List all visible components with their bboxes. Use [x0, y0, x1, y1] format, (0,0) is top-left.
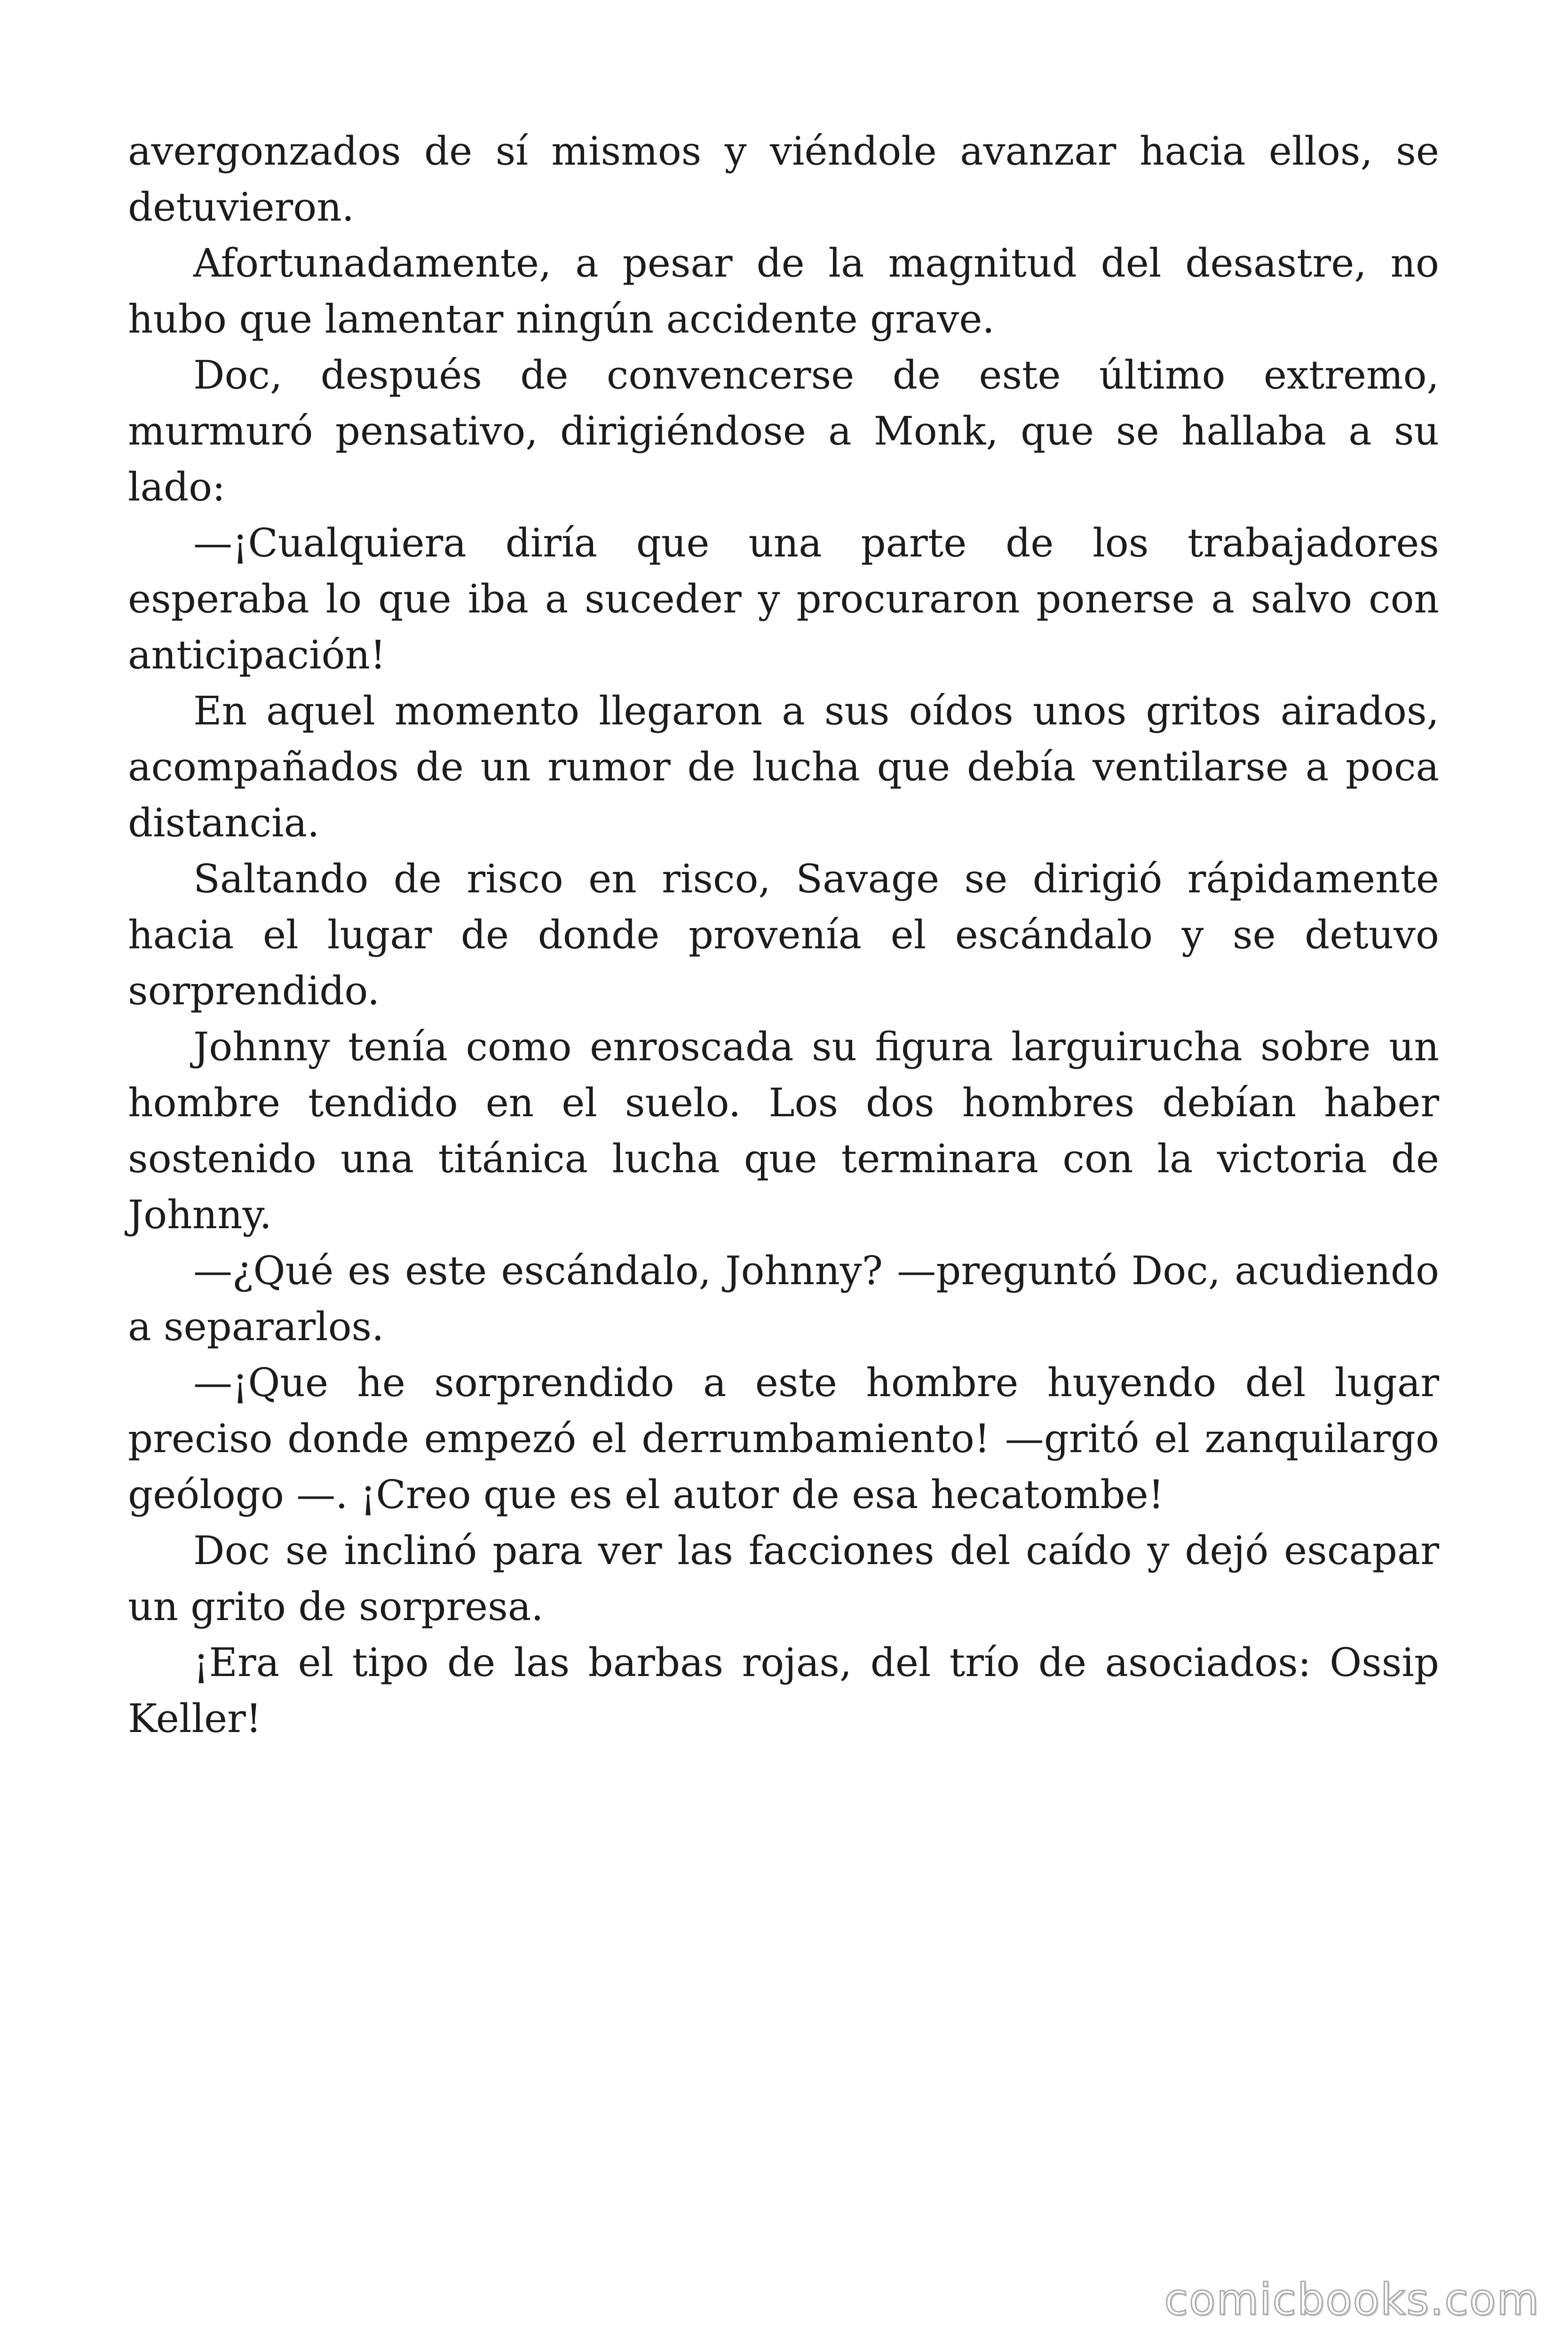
- paragraph: —¿Qué es este escándalo, Johnny? —preguntó Doc, acudiendo a separarlos.: [128, 1248, 1439, 1350]
- paragraph: Afortunadamente, a pesar de la magnitud del desastre, no hubo que lamentar ningún accidente grave.: [128, 240, 1439, 342]
- paragraph: —¡Cualquiera diría que una parte de los trabajadores esperaba lo que iba a suceder y procuraron ponerse a salvo con anticipación!: [128, 520, 1439, 678]
- watermark-text: comicbooks.com: [1164, 2274, 1540, 2325]
- paragraph: ¡Era el tipo de las barbas rojas, del trío de asociados: Ossip Keller!: [128, 1640, 1439, 1741]
- body-text: [128, 123, 1439, 1747]
- paragraph: Johnny tenía como enroscada su figura larguirucha sobre un hombre tendido en el suelo. Los dos hombres debían haber sostenido una titánica lucha que terminara con la victoria de Johnny.: [128, 1024, 1439, 1238]
- paragraph: avergonzados de sí mismos y viéndole avanzar hacia ellos, se detuvieron.: [128, 128, 1439, 230]
- paragraph: Doc se inclinó para ver las facciones del caído y dejó escapar un grito de sorpresa.: [128, 1528, 1439, 1629]
- paragraph: —¡Que he sorprendido a este hombre huyendo del lugar preciso donde empezó el derrumbamiento! —gritó el zanquilargo geólogo —. ¡Creo que es el autor de esa hecatombe!: [128, 1360, 1439, 1518]
- paragraph: Saltando de risco en risco, Savage se dirigió rápidamente hacia el lugar de donde provenía el escándalo y se detuvo sorprendido.: [128, 856, 1439, 1014]
- paragraph: Doc, después de convencerse de este último extremo, murmuró pensativo, dirigiéndose a Monk, que se hallaba a su lado:: [128, 352, 1439, 510]
- paragraph: En aquel momento llegaron a sus oídos unos gritos airados, acompañados de un rumor de lucha que debía ventilarse a poca distancia.: [128, 688, 1439, 846]
